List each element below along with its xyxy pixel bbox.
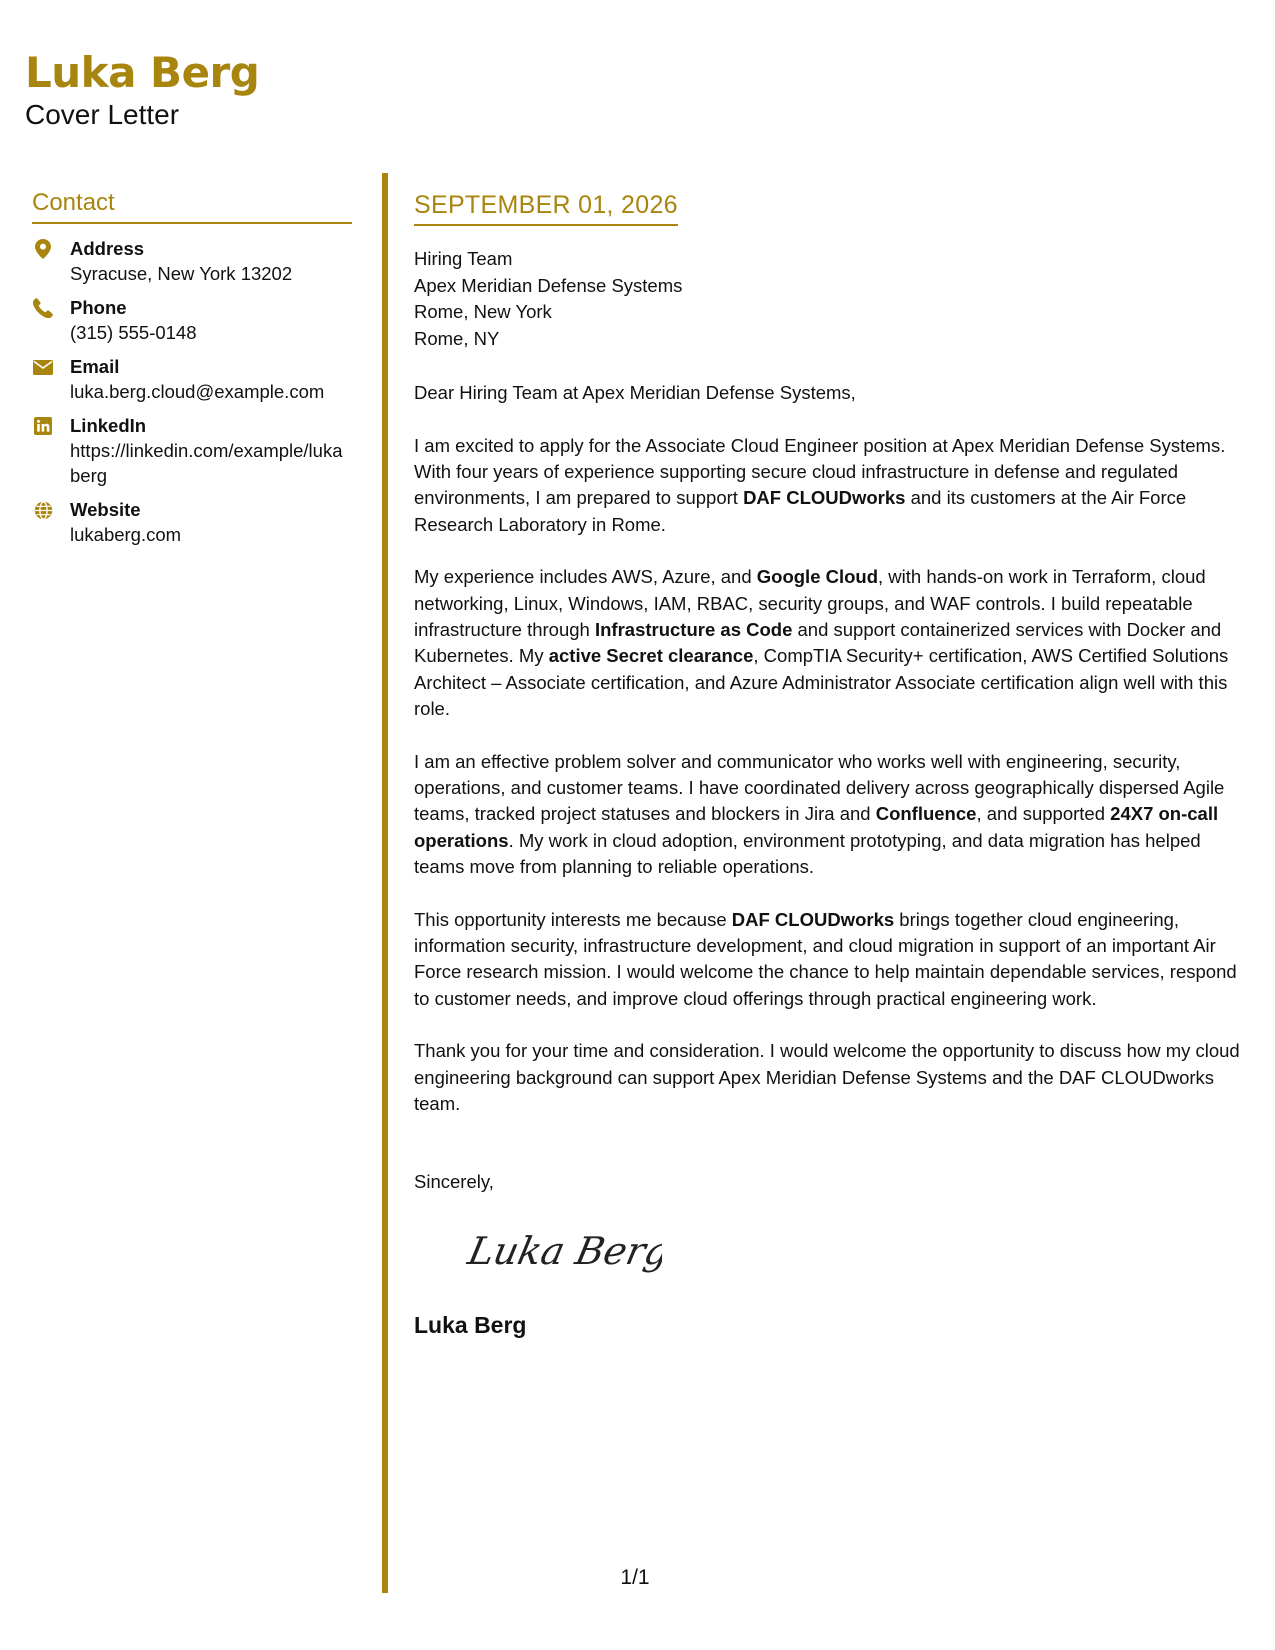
bold-span: Confluence xyxy=(875,803,977,825)
signed-name: Luka Berg xyxy=(414,1311,527,1338)
contact-section-title: Contact xyxy=(32,188,352,224)
contact-website xyxy=(32,497,352,547)
paragraph-1 xyxy=(414,433,1250,538)
text-span: This opportunity interests me because xyxy=(414,908,732,930)
recipient-block xyxy=(414,246,1250,352)
contact-label: LinkedIn xyxy=(70,415,147,436)
text-span: I am excited to apply for the Associate Cloud Engineer position at Apex Meridian Defense Systems. With four years of experience supporting secure cloud infrastructure in defense and regulated environments, I am prepared to support xyxy=(414,434,1226,509)
contact-value: (315) 555-0148 xyxy=(70,322,197,343)
salutation: Dear Hiring Team at Apex Meridian Defense Systems, xyxy=(414,382,856,403)
applicant-name: Luka Berg xyxy=(25,48,260,97)
contact-label: Phone xyxy=(70,297,127,318)
contact-label: Address xyxy=(70,238,145,259)
text-span: and support containerized services with Docker and Kubernetes. My xyxy=(414,619,1222,667)
text-span: , with hands-on work in Terraform, cloud networking, Linux, Windows, IAM, RBAC, security groups, and WAF controls. I build repeatable infrastructure through xyxy=(414,566,1206,641)
contact-value: Syracuse, New York 13202 xyxy=(70,263,293,284)
text-span: My experience includes AWS, Azure, and xyxy=(414,566,757,588)
contact-value: https://linkedin.com/example/lukaberg xyxy=(70,440,343,486)
contact-label: Email xyxy=(70,356,120,377)
text-span: brings together cloud engineering, information security, infrastructure development, and cloud migration in support of an important Air Force research mission. I would welcome the chance to help maintain dependable services, respond to customer needs, and improve cloud offerings through practical engineering work. xyxy=(414,908,1237,1009)
text-span: , CompTIA Security+ certification, AWS Certified Solutions Architect – Associate certification, and Azure Administrator Associate certification align well with this role. xyxy=(414,645,1229,719)
text-span: , and supported xyxy=(976,803,1111,825)
document-type: Cover Letter xyxy=(25,99,180,130)
bold-span: DAF CLOUDworks xyxy=(743,487,906,509)
vertical-divider xyxy=(382,173,388,1593)
map-pin-icon xyxy=(32,238,54,260)
recipient-line: Rome, New York xyxy=(414,301,552,322)
globe-icon xyxy=(32,499,54,521)
header xyxy=(25,48,259,132)
paragraph-5: Thank you for your time and consideration. I would welcome the opportunity to discuss how my cloud engineering background can support Apex Meridian Defense Systems and the DAF CLOUDworks team. xyxy=(414,1040,1240,1115)
page-number: 1/1 xyxy=(620,1566,650,1589)
bold-span: DAF CLOUDworks xyxy=(731,908,895,930)
paragraph-4 xyxy=(414,907,1250,1012)
contact-phone xyxy=(32,295,352,345)
recipient-line: Apex Meridian Defense Systems xyxy=(414,274,683,296)
svg-text:Luka Berg: Luka Berg xyxy=(464,1229,662,1274)
envelope-icon xyxy=(32,356,54,378)
signature-image xyxy=(462,1218,1250,1292)
text-span: . My work in cloud adoption, environment prototyping, and data migration has helped teams move from planning to reliable operations. xyxy=(414,829,1201,877)
bold-span: Google Cloud xyxy=(756,566,879,588)
linkedin-icon xyxy=(32,415,54,437)
bold-span: active Secret clearance xyxy=(548,645,754,667)
contact-label: Website xyxy=(70,499,141,520)
letter-date: SEPTEMBER 01, 2026 xyxy=(414,190,678,226)
text-span: and its customers at the Air Force Research Laboratory in Rome. xyxy=(414,487,1187,535)
bold-span: 24X7 on-call operations xyxy=(414,803,1219,851)
contact-value: lukaberg.com xyxy=(70,524,182,545)
paragraph-2 xyxy=(414,564,1250,722)
contact-address xyxy=(32,236,352,286)
contact-value: luka.berg.cloud@example.com xyxy=(70,381,325,402)
contact-sidebar xyxy=(32,188,352,556)
contact-linkedin xyxy=(32,413,352,488)
recipient-line: Rome, NY xyxy=(414,327,500,349)
phone-icon xyxy=(32,297,54,319)
text-span: I am an effective problem solver and communicator who works well with engineering, security, operations, and customer teams. I have coordinated delivery across geographically dispersed Agile teams, tracked project statuses and blockers in Jira and xyxy=(414,750,1225,825)
letter-body xyxy=(414,190,1250,1340)
paragraph-3 xyxy=(414,749,1250,880)
bold-span: Infrastructure as Code xyxy=(594,619,793,641)
contact-email xyxy=(32,354,352,404)
closing: Sincerely, xyxy=(414,1171,494,1193)
recipient-line: Hiring Team xyxy=(414,248,513,269)
